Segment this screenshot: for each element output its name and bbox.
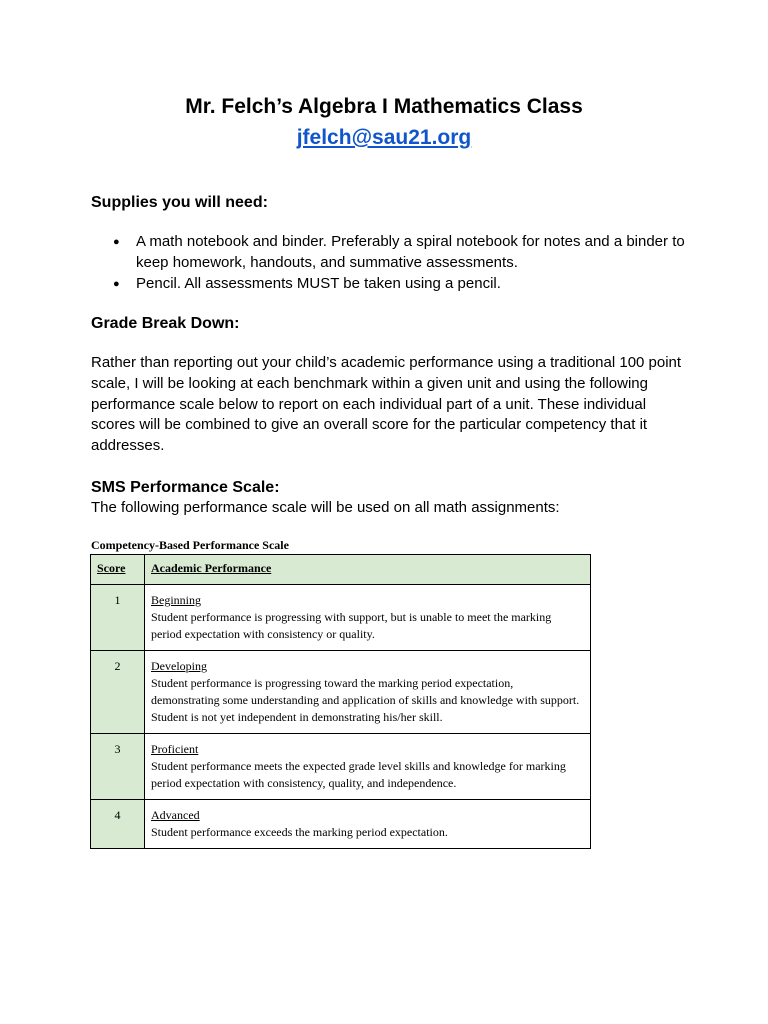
- level-label: Developing: [151, 659, 207, 673]
- list-item-text: Pencil. All assessments MUST be taken using a pencil.: [136, 274, 501, 292]
- level-description: Student performance is progressing toward the marking period expectation, demonstrating some understanding and application of skills and knowledge with support. Student is not yet independent in demonstrating his/her skill.: [151, 676, 580, 724]
- table-row: [91, 651, 591, 734]
- sms-intro: The following performance scale will be used on all math assignments:: [91, 499, 560, 516]
- level-label: Beginning: [151, 593, 201, 607]
- performance-cell: [145, 734, 591, 800]
- table-row: [91, 734, 591, 800]
- level-description: Student performance is progressing with support, but is unable to meet the marking period expectation with consistency or quality.: [151, 610, 552, 641]
- table-caption: Competency-Based Performance Scale: [91, 538, 289, 552]
- score-cell: 1: [91, 585, 145, 651]
- email-link[interactable]: jfelch@sau21.org: [296, 126, 472, 149]
- performance-cell: [145, 800, 591, 849]
- list-item: [91, 274, 691, 295]
- page-title: Mr. Felch’s Algebra I Mathematics Class: [185, 95, 583, 118]
- score-header: Score: [91, 555, 145, 585]
- level-label: Advanced: [151, 808, 200, 822]
- level-description: Student performance meets the expected grade level skills and knowledge for marking period expectation with consistency, quality, and independence.: [151, 759, 566, 790]
- score-cell: 2: [91, 651, 145, 734]
- grade-paragraph: Rather than reporting out your child’s academic performance using a traditional 100 point scale, I will be looking at each benchmark within a given unit and using the following performance scale below to report on each individual part of a unit. These individual scores will be combined to give an overall score for the particular competency that it addresses.: [91, 354, 682, 455]
- sms-heading: SMS Performance Scale:: [91, 479, 280, 496]
- bullet-icon: ●: [113, 236, 120, 248]
- level-description: Student performance exceeds the marking period expectation.: [151, 825, 448, 839]
- list-item-text: A math notebook and binder. Preferably a spiral notebook for notes and a binder to keep homework, handouts, and summative assessments.: [136, 233, 685, 271]
- level-label: Proficient: [151, 742, 199, 756]
- performance-scale-table: [90, 554, 591, 849]
- table-row: [91, 585, 591, 651]
- list-item: [91, 232, 691, 274]
- bullet-icon: ●: [113, 277, 120, 290]
- score-cell: 3: [91, 734, 145, 800]
- performance-cell: [145, 651, 591, 734]
- table-header-row: [91, 555, 591, 585]
- supplies-heading: Supplies you will need:: [91, 194, 268, 211]
- performance-header: Academic Performance: [145, 555, 591, 585]
- grade-heading: Grade Break Down:: [91, 315, 240, 332]
- score-cell: 4: [91, 800, 145, 849]
- table-row: [91, 800, 591, 849]
- supplies-list: [91, 232, 691, 294]
- performance-cell: [145, 585, 591, 651]
